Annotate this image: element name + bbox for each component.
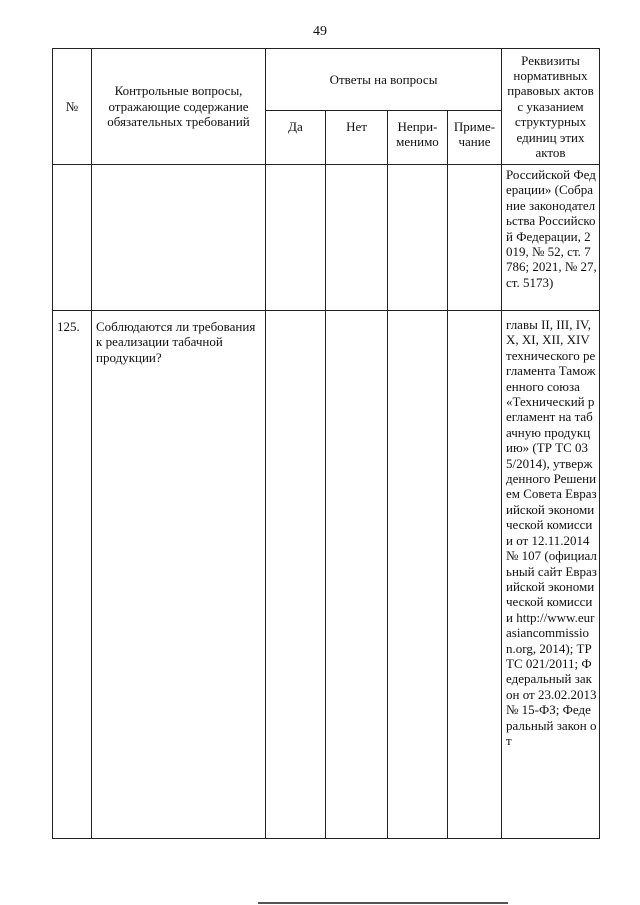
row-answer-na [388,165,448,311]
page-number: 49 [313,24,327,39]
control-questions-table [52,48,600,839]
row-number [53,165,92,311]
header-requisites: Реквизиты нормативных правовых актов с указанием структурных единиц этих актов [502,49,600,165]
header-row-1 [53,49,600,111]
row-note [448,165,502,311]
table-row [53,311,600,839]
row-answer-no [326,311,388,839]
row-question [92,165,266,311]
row-answer-na [388,311,448,839]
row-requisites: главы II, III, IV, X, XI, XII, XIV технического регламента Таможенного союза «Технический регламент на табачную продукцию» (ТР ТС 035/2014), утвержденного Решением Совета Евразийской экономической комиссии от 12.11.2014 № 107 (официальный сайт Евразийской экономической комиссии http://www.eurasiancommission.org, 2014); ТР ТС 021/2011; Федеральный закон от 23.02.2013 № 15-ФЗ; Федеральный закон от [502,311,600,839]
header-number: № [53,49,92,165]
header-answers: Ответы на вопросы [266,49,502,111]
scan-artifact-line [258,902,508,904]
row-answer-yes [266,311,326,839]
row-number: 125. [53,311,92,839]
header-note: Приме- чание [448,111,502,165]
row-question: Соблюдаются ли требования к реализации табачной продукции? [92,311,266,839]
header-yes: Да [266,111,326,165]
header-questions: Контрольные вопросы, отражающие содержание обязательных требований [92,49,266,165]
row-requisites: Российской Федерации» (Собрание законодательства Российской Федерации, 2019, № 52, ст. 7786; 2021, № 27, ст. 5173) [502,165,600,311]
header-no: Нет [326,111,388,165]
table-row [53,165,600,311]
row-answer-no [326,165,388,311]
row-answer-yes [266,165,326,311]
header-not-applicable: Непри- менимо [388,111,448,165]
row-note [448,311,502,839]
